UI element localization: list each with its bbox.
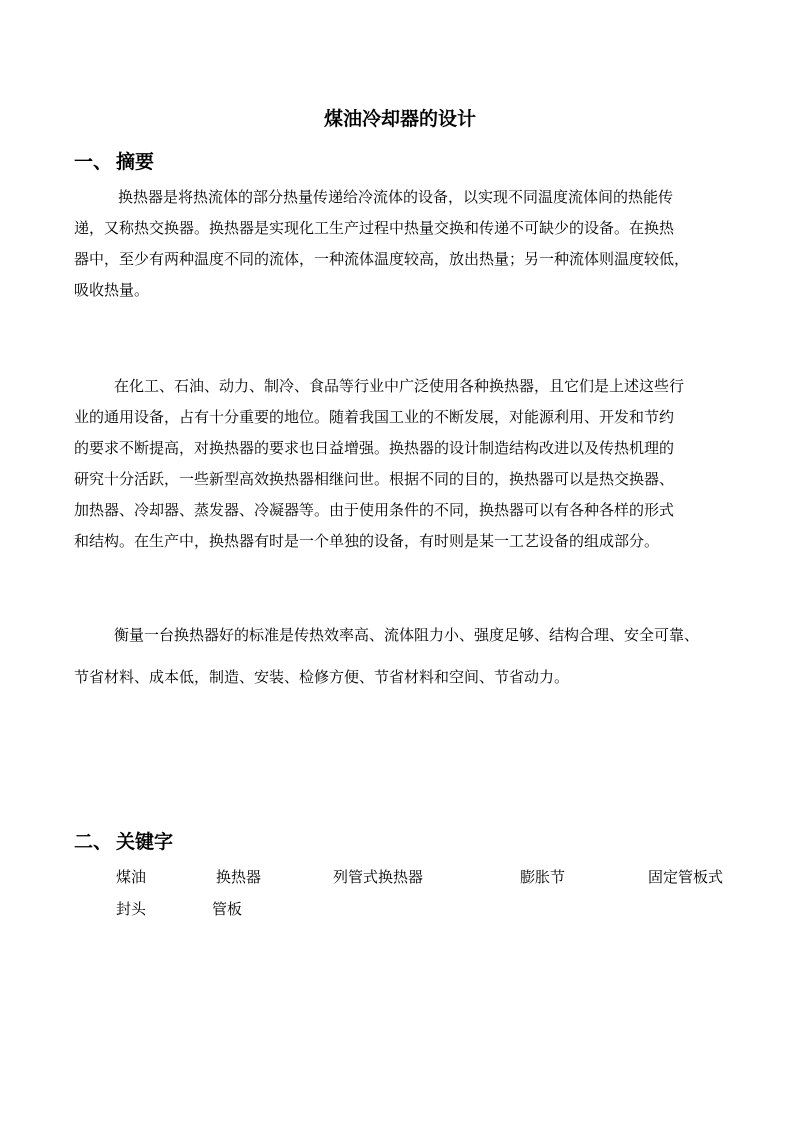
section-title: 摘要 xyxy=(116,151,155,173)
keyword-item: 管板 xyxy=(212,900,243,918)
paragraph-line: 节省材料、成本低，制造、安装、检修方便、节省材料和空间、节省动力。 xyxy=(74,668,570,686)
paragraph-line: 衡量一台换热器好的标准是传热效率高、流体阻力小、强度足够、结构合理、安全可靠、 xyxy=(114,626,700,644)
paragraph-line: 加热器、冷却器、蒸发器、冷凝器等。由于使用条件的不同，换热器可以有各种各样的形式 xyxy=(74,501,675,519)
section-heading-abstract xyxy=(74,148,154,176)
section-number: 一、 xyxy=(74,151,113,173)
keyword-item: 膨胀节 xyxy=(520,868,566,886)
paragraph-line: 的要求不断提高，对换热器的要求也日益增强。换热器的设计制造结构改进以及传热机理的 xyxy=(74,439,675,457)
keyword-item: 固定管板式 xyxy=(648,868,724,886)
keyword-item: 封头 xyxy=(116,900,147,918)
paragraph-line: 研究十分活跃，一些新型高效换热器相继问世。根据不同的目的，换热器可以是热交换器、 xyxy=(74,470,675,488)
paragraph-line: 和结构。在生产中，换热器有时是一个单独的设备，有时则是某一工艺设备的组成部分。 xyxy=(74,532,660,550)
abstract-paragraph-2 xyxy=(74,371,734,557)
paragraph-line: 换热器是将热流体的部分热量传递给冷流体的设备，以实现不同温度流体间的热能传 xyxy=(118,188,674,206)
document-title: 煤油冷却器的设计 xyxy=(323,108,476,130)
paragraph-line: 业的通用设备，占有十分重要的地位。随着我国工业的不断发展，对能源利用、开发和节约 xyxy=(74,408,675,426)
section-number: 二、 xyxy=(74,831,113,853)
keyword-item: 换热器 xyxy=(216,868,262,886)
paragraph-line: 递，又称热交换器。换热器是实现化工生产过程中热量交换和传递不可缺少的设备。在换热 xyxy=(74,219,675,237)
paragraph-line: 吸收热量。 xyxy=(74,281,150,299)
keyword-item: 列管式换热器 xyxy=(333,868,424,886)
section-title: 关键字 xyxy=(116,831,174,853)
paragraph-line: 器中，至少有两种温度不同的流体，一种流体温度较高，放出热量；另一种流体则温度较低， xyxy=(74,250,690,268)
abstract-paragraph-3 xyxy=(74,620,734,693)
paragraph-line: 在化工、石油、动力、制冷、食品等行业中广泛使用各种换热器，且它们是上述这些行 xyxy=(114,377,685,395)
section-heading-keywords xyxy=(74,828,173,856)
keyword-item: 煤油 xyxy=(116,868,147,886)
abstract-paragraph-1 xyxy=(74,182,734,306)
